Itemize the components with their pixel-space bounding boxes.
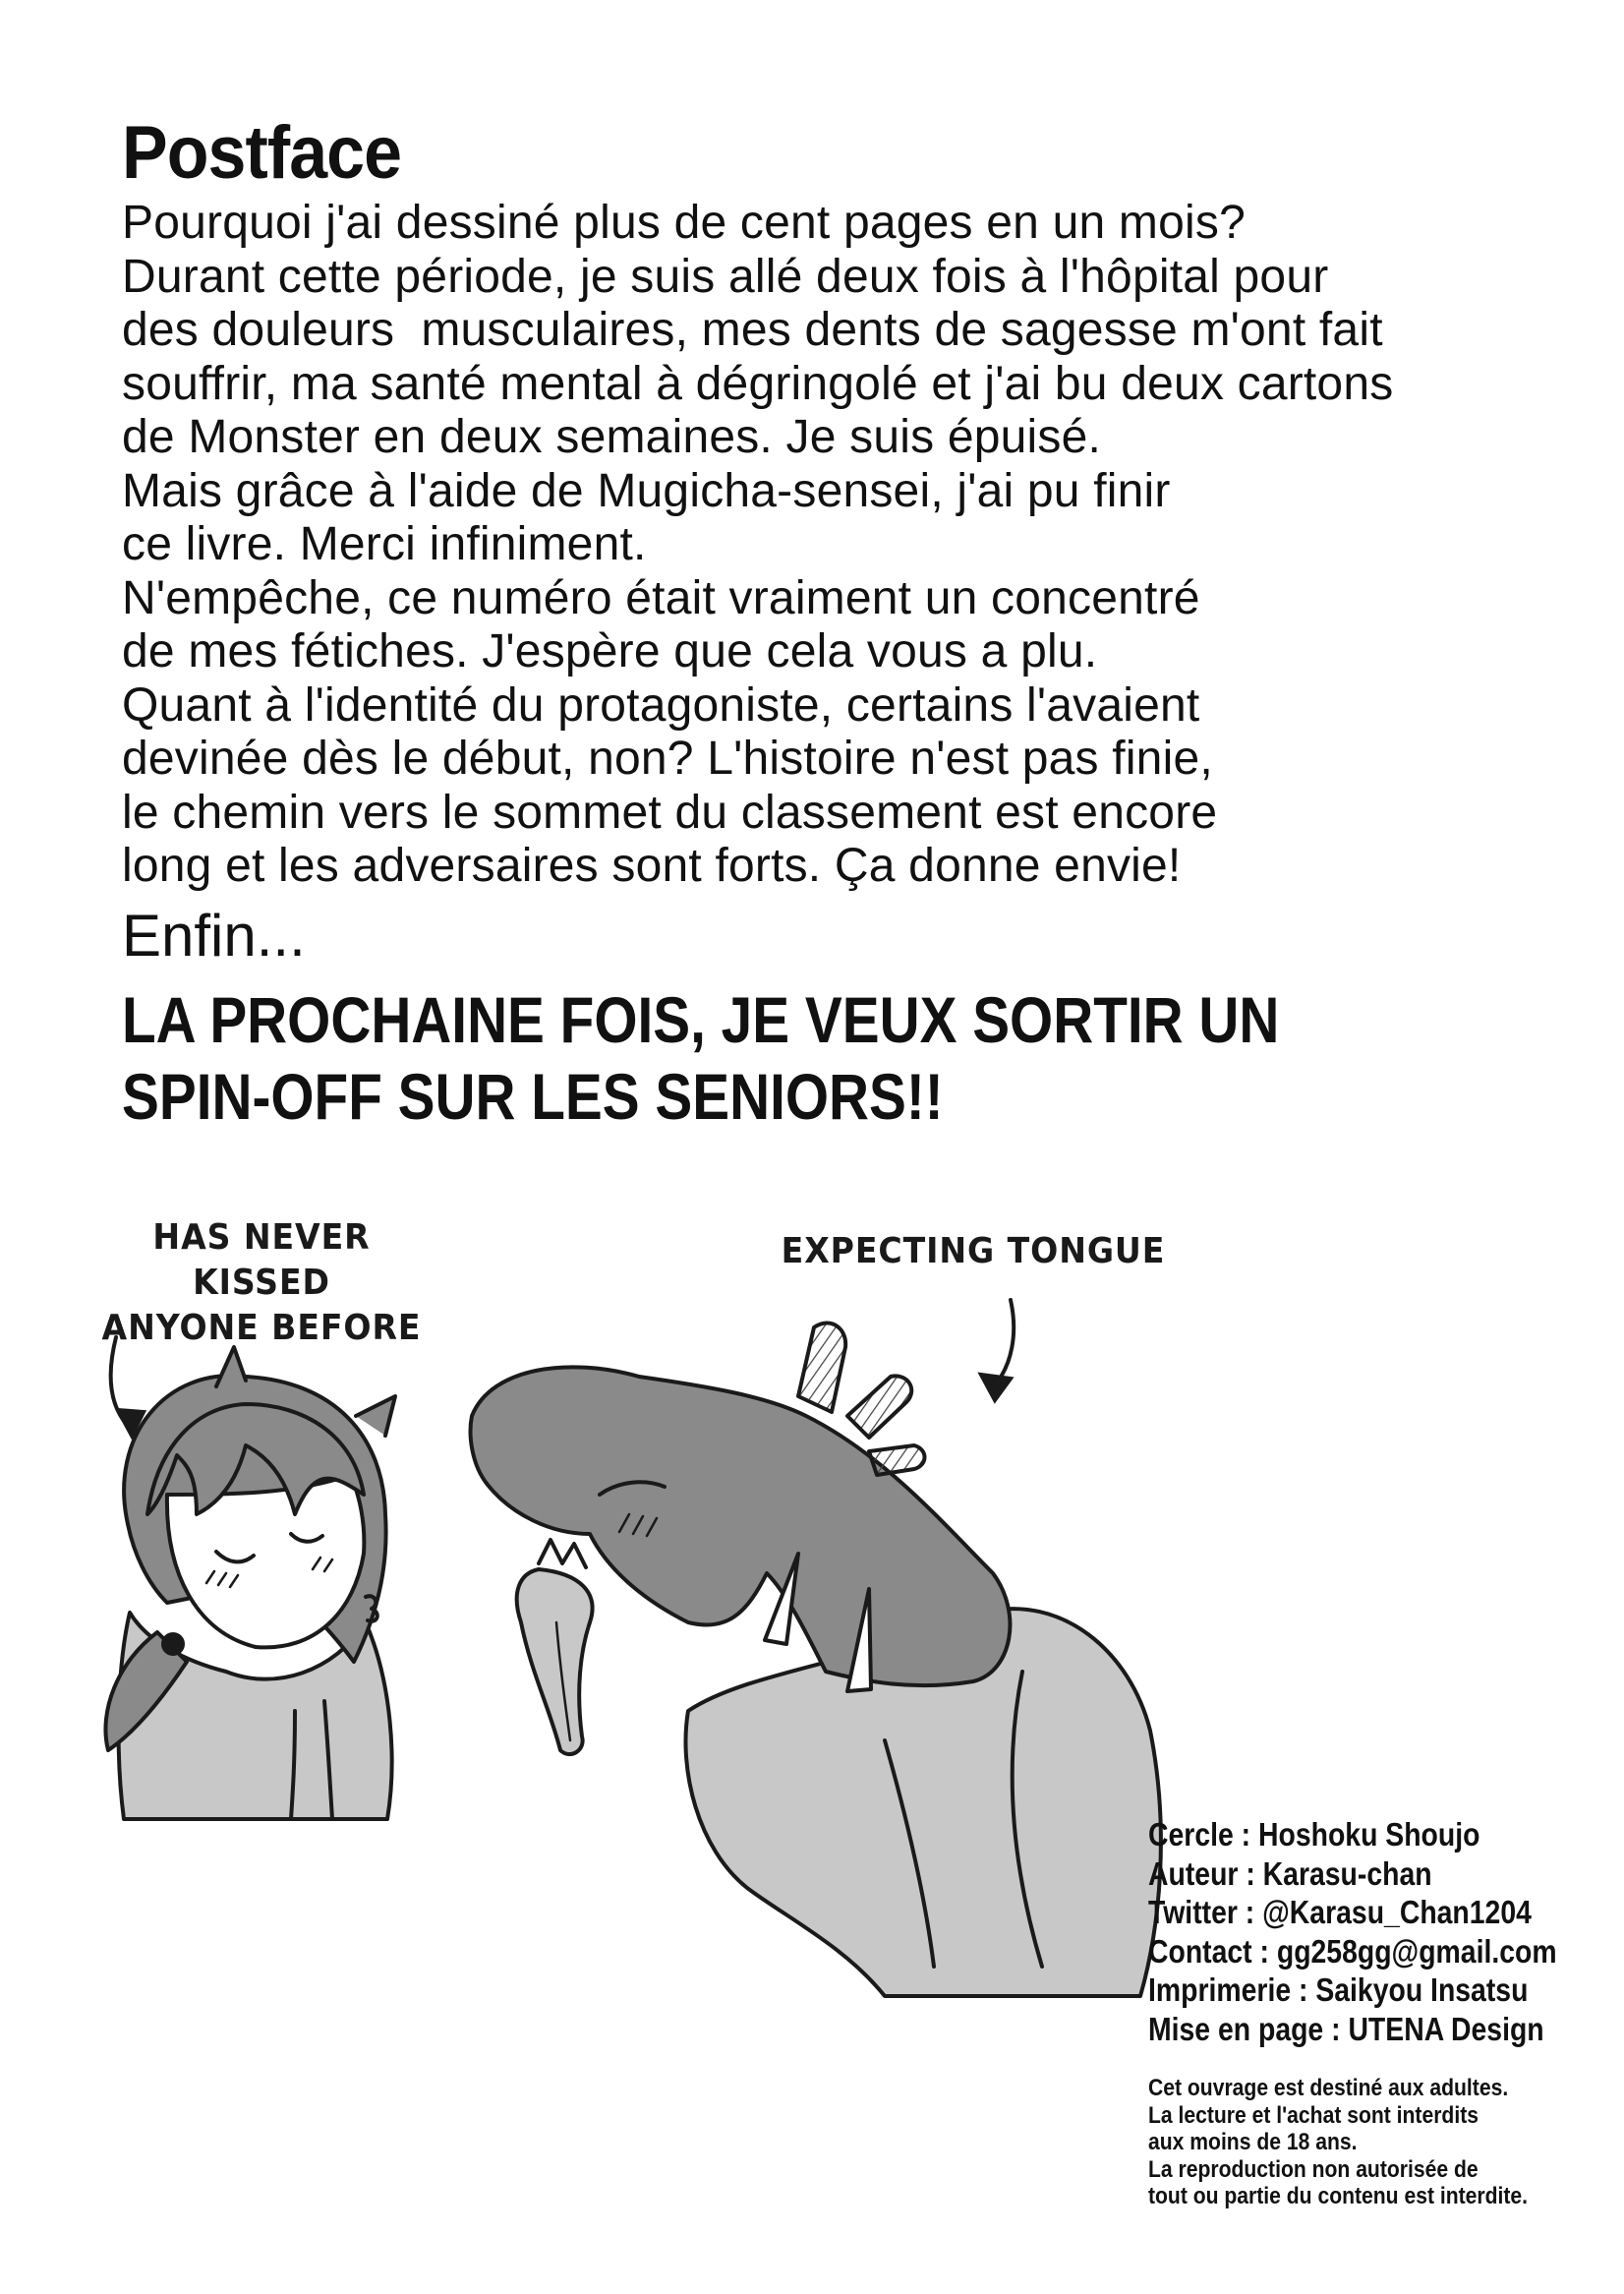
paragraph-line: souffrir, ma santé mental à dégringolé et j'ai bu deux cartons xyxy=(122,357,1394,410)
legal-line: La reproduction non autorisée de xyxy=(1148,2155,1479,2183)
headline-line: SPIN-OFF SUR LES SENIORS!! xyxy=(122,1060,944,1133)
girl-character xyxy=(105,1347,395,1819)
paragraph-line: des douleurs musculaires, mes dents de sagesse m'ont fait xyxy=(122,304,1383,356)
legal-line: La lecture et l'achat sont interdits xyxy=(1148,2101,1479,2129)
credit-line: Imprimerie : Saikyou Insatsu xyxy=(1148,1971,1529,2008)
caption-line: HAS NEVER KISSED xyxy=(152,1217,371,1303)
credits-block xyxy=(1148,1815,1557,2048)
paragraph-line: Quant à l'identité du protagoniste, certains l'avaient xyxy=(122,678,1200,732)
paragraph-line: de mes fétiches. J'espère que cela vous a plu. xyxy=(122,625,1098,677)
paragraph-line: Pourquoi j'ai dessiné plus de cent pages en un mois? xyxy=(122,197,1246,249)
right-caption: EXPECTING TONGUE xyxy=(781,1231,1166,1271)
paragraph-line: long et les adversaires sont forts. Ça donne envie! xyxy=(122,840,1182,892)
credit-line: Twitter : @Karasu_Chan1204 xyxy=(1148,1894,1532,1930)
headline-line: LA PROCHAINE FOIS, JE VEUX SORTIR UN xyxy=(122,983,1280,1056)
closing-text: Enfin... xyxy=(122,903,306,969)
right-arrow-icon xyxy=(981,1300,1014,1400)
credit-line: Auteur : Karasu-chan xyxy=(1148,1854,1432,1892)
credit-line: Mise en page : UTENA Design xyxy=(1148,2010,1544,2047)
paragraph-line: devinée dès le début, non? L'histoire n'est pas finie, xyxy=(122,733,1213,785)
paragraph-line: le chemin vers le sommet du classement est encore xyxy=(122,786,1218,839)
credit-line: Contact : gg258gg@gmail.com xyxy=(1148,1932,1557,1970)
page-title: Postface xyxy=(122,111,402,195)
paragraph-line: N'empêche, ce numéro était vraiment un concentré xyxy=(122,571,1200,624)
legal-line: aux moins de 18 ans. xyxy=(1148,2129,1358,2155)
legal-notice xyxy=(1148,2075,1528,2210)
legal-line: tout ou partie du contenu est interdite. xyxy=(1148,2183,1529,2209)
credit-line: Cercle : Hoshoku Shoujo xyxy=(1148,1816,1480,1853)
paragraph-line: ce livre. Merci infiniment. xyxy=(122,518,647,570)
paragraph-line: de Monster en deux semaines. Je suis épuisé. xyxy=(122,411,1102,463)
legal-line: Cet ouvrage est destiné aux adultes. xyxy=(1148,2075,1509,2101)
paragraph-line: Durant cette période, je suis allé deux fois à l'hôpital pour xyxy=(122,250,1329,303)
paragraph-line: Mais grâce à l'aide de Mugicha-sensei, j'ai pu finir xyxy=(122,464,1171,517)
left-arrow-icon xyxy=(111,1337,144,1436)
dinosaur-character xyxy=(471,1323,1161,1996)
caption-line: ANYONE BEFORE xyxy=(101,1308,422,1348)
